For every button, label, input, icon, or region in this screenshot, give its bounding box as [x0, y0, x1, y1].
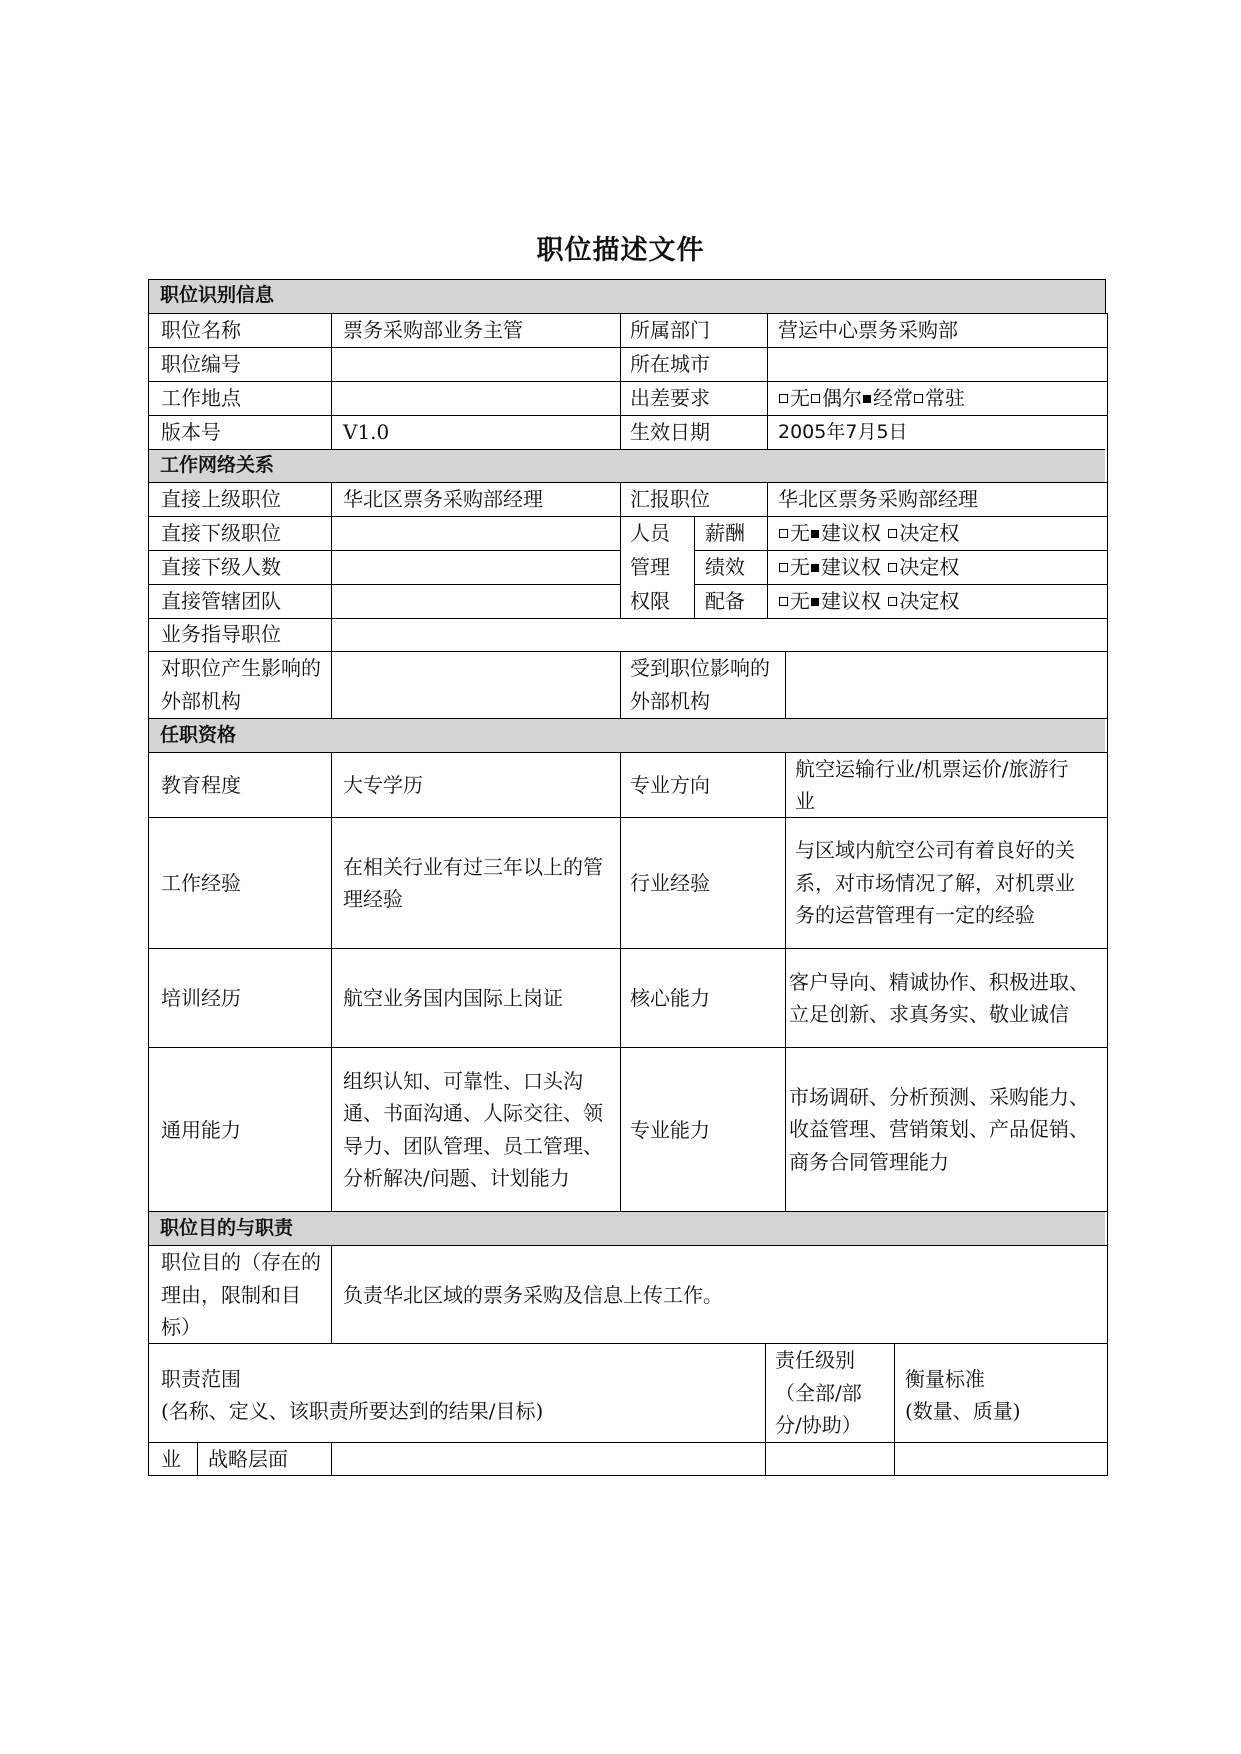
- report-label: 汇报职位: [630, 487, 710, 511]
- section-bar-qual: [148, 719, 1105, 752]
- rule: [694, 516, 695, 618]
- general-ability-value: 组织认知、可靠性、口头沟通、书面沟通、人际交往、领导力、团队管理、员工管理、分析解决/问题、计划能力: [343, 1068, 603, 1190]
- training-value-cell: [343, 949, 613, 1047]
- industry-exp-value-cell: [795, 818, 1095, 948]
- education-value: 大专学历: [343, 773, 423, 797]
- duty-row-col1: 业: [161, 1447, 181, 1471]
- rule: [148, 516, 1107, 517]
- position-code-label: 职位编号: [161, 352, 241, 376]
- rule: [620, 651, 621, 719]
- position-name-label: 职位名称: [161, 318, 241, 342]
- rule: [148, 618, 1107, 619]
- pro-ability-value: 市场调研、分析预测、采购能力、收益管理、营销策划、产品促销、商务合同管理能力: [789, 1084, 1089, 1174]
- core-ability-label: 核心能力: [630, 986, 710, 1010]
- auth-row-staffing-label: 配备: [705, 589, 745, 613]
- rule: [148, 279, 149, 1476]
- rule: [148, 449, 1105, 450]
- education-label: 教育程度: [161, 773, 241, 797]
- team-label: 直接管辖团队: [161, 589, 281, 613]
- auth-row-salary-options: [778, 517, 959, 549]
- rule: [148, 1211, 1107, 1212]
- level-label: 责任级别（全部/部分/协助）: [775, 1348, 862, 1437]
- pro-ability-label-cell: [630, 1048, 780, 1211]
- rule: [1105, 279, 1106, 314]
- rule: [620, 752, 621, 1212]
- rule: [148, 313, 1107, 314]
- core-ability-value-cell: [789, 949, 1099, 1047]
- scope-sub: (名称、定义、该职责所要达到的结果/目标): [161, 1399, 544, 1423]
- measure-sub: (数量、质量): [905, 1399, 1021, 1423]
- section-title-qual: 任职资格: [160, 724, 237, 746]
- education-value-cell: [343, 753, 613, 817]
- rule: [785, 651, 786, 719]
- subordinate-count-label: 直接下级人数: [161, 555, 281, 579]
- rule: [331, 1442, 332, 1476]
- work-exp-label: 工作经验: [161, 871, 241, 895]
- travel-opt-3-checkbox-icon: [914, 394, 923, 403]
- perf-opt-0: 无: [790, 555, 810, 579]
- work-exp-value-cell: [343, 818, 613, 948]
- major-label-cell: [630, 753, 780, 817]
- section-title-network: 工作网络关系: [160, 454, 275, 476]
- rule: [148, 718, 1107, 719]
- rule: [331, 482, 332, 652]
- rule: [148, 1442, 1107, 1443]
- department-label: 所属部门: [630, 318, 710, 342]
- salary-opt-1-checked-icon: [811, 530, 819, 538]
- rule: [620, 313, 621, 450]
- work-exp-value: 在相关行业有过三年以上的管理经验: [343, 854, 603, 911]
- rule: [331, 752, 332, 1212]
- section-bar-network: [148, 449, 1105, 482]
- duty-row-col2: 战略层面: [208, 1447, 288, 1471]
- salary-opt-2-checkbox-icon: [888, 529, 897, 538]
- rule: [197, 1442, 198, 1476]
- rule: [148, 279, 1105, 280]
- auth-row-performance-label: 绩效: [705, 555, 745, 579]
- rule: [767, 313, 768, 450]
- staff-opt-0-checkbox-icon: [779, 597, 788, 606]
- travel-opt-3: 常驻: [925, 386, 965, 410]
- pro-ability-value-cell: [789, 1048, 1099, 1211]
- external-influencer-label: 对职位产生影响的外部机构: [161, 656, 321, 713]
- travel-opt-2: 经常: [873, 386, 913, 410]
- salary-opt-2: 决定权: [899, 521, 960, 545]
- scope-label: 职责范围: [161, 1367, 241, 1391]
- travel-opt-0: 无: [790, 386, 810, 410]
- training-label-cell: [161, 949, 326, 1047]
- rule: [785, 752, 786, 1212]
- section-bar-ident: [148, 279, 1105, 313]
- work-location-label: 工作地点: [161, 386, 241, 410]
- version-label: 版本号: [161, 420, 221, 444]
- position-name-value: 票务采购部业务主管: [343, 318, 523, 342]
- staff-opt-1: 建议权: [821, 589, 881, 613]
- section-title-ident: 职位识别信息: [160, 284, 275, 306]
- measure-label: 衡量标准: [905, 1367, 985, 1391]
- travel-label: 出差要求: [630, 386, 710, 410]
- purpose-value-cell: [343, 1246, 1093, 1343]
- rule: [765, 1343, 766, 1476]
- industry-exp-label: 行业经验: [630, 871, 710, 895]
- major-label: 专业方向: [630, 773, 710, 797]
- perf-opt-2: 决定权: [899, 555, 960, 579]
- perf-opt-2-checkbox-icon: [888, 563, 897, 572]
- version-value: V1.0: [343, 420, 390, 444]
- core-ability-label-cell: [630, 949, 780, 1047]
- rule: [148, 347, 1107, 348]
- perf-opt-1-checked-icon: [811, 564, 819, 572]
- effective-date-value: 2005年7月5日: [778, 421, 908, 443]
- rule: [331, 313, 332, 450]
- perf-opt-0-checkbox-icon: [779, 563, 788, 572]
- salary-opt-1: 建议权: [821, 521, 881, 545]
- travel-opt-2-checked-icon: [863, 395, 871, 403]
- auth-row-salary-label: 薪酬: [705, 521, 745, 545]
- travel-opt-0-checkbox-icon: [779, 394, 788, 403]
- major-value: 航空运输行业/机票运价/旅游行业: [795, 756, 1069, 813]
- staff-opt-2: 决定权: [899, 589, 960, 613]
- auth-row-performance-options: [778, 551, 959, 583]
- purpose-label: 职位目的（存在的理由，限制和目标）: [161, 1250, 321, 1339]
- purpose-value: 负责华北区域的票务采购及信息上传工作。: [343, 1282, 723, 1307]
- subordinate-label: 直接下级职位: [161, 521, 281, 545]
- salary-opt-0-checkbox-icon: [779, 529, 788, 538]
- education-label-cell: [161, 753, 326, 817]
- effective-date-label: 生效日期: [630, 420, 710, 444]
- external-influenced-label: 受到职位影响的外部机构: [630, 656, 770, 713]
- salary-opt-0: 无: [790, 521, 810, 545]
- staff-opt-0: 无: [790, 589, 810, 613]
- auth-label-line-2: 权限: [630, 589, 670, 613]
- training-value: 航空业务国内国际上岗证: [343, 986, 563, 1010]
- section-title-duty: 职位目的与职责: [160, 1217, 294, 1239]
- department-value: 营运中心票务采购部: [778, 318, 958, 342]
- rule: [148, 415, 1107, 416]
- rule: [331, 651, 332, 719]
- work-exp-label-cell: [161, 818, 326, 948]
- rule: [148, 1475, 1107, 1476]
- auth-label-line-0: 人员: [630, 521, 670, 545]
- city-label: 所在城市: [630, 352, 710, 376]
- report-value: 华北区票务采购部经理: [778, 487, 978, 511]
- auth-row-staffing-options: [778, 585, 959, 617]
- core-ability-value: 客户导向、精诚协作、积极进取、立足创新、求真务实、敬业诚信: [789, 969, 1089, 1026]
- business-guide-label: 业务指导职位: [161, 622, 281, 646]
- rule: [767, 482, 768, 618]
- industry-exp-value: 与区域内航空公司有着良好的关系，对市场情况了解，对机票业务的运营管理有一定的经验: [795, 838, 1075, 928]
- page-title: 职位描述文件: [536, 235, 705, 266]
- perf-opt-1: 建议权: [821, 555, 881, 579]
- superior-value: 华北区票务采购部经理: [343, 487, 543, 511]
- general-ability-value-cell: [343, 1048, 613, 1211]
- travel-opt-1-checkbox-icon: [811, 394, 820, 403]
- major-value-cell: [795, 753, 1095, 817]
- travel-opt-1: 偶尔: [822, 386, 862, 410]
- training-label: 培训经历: [161, 986, 241, 1010]
- rule: [331, 1245, 332, 1344]
- staff-opt-1-checked-icon: [811, 598, 819, 606]
- auth-label-line-1: 管理: [630, 555, 670, 579]
- staff-opt-2-checkbox-icon: [888, 597, 897, 606]
- travel-options: [778, 382, 965, 414]
- superior-label: 直接上级职位: [161, 487, 281, 511]
- pro-ability-label: 专业能力: [630, 1117, 710, 1142]
- general-ability-label: 通用能力: [161, 1117, 241, 1142]
- rule: [1107, 313, 1108, 1476]
- rule: [620, 482, 621, 618]
- industry-exp-label-cell: [630, 818, 780, 948]
- rule: [894, 1343, 895, 1476]
- general-ability-label-cell: [161, 1048, 326, 1211]
